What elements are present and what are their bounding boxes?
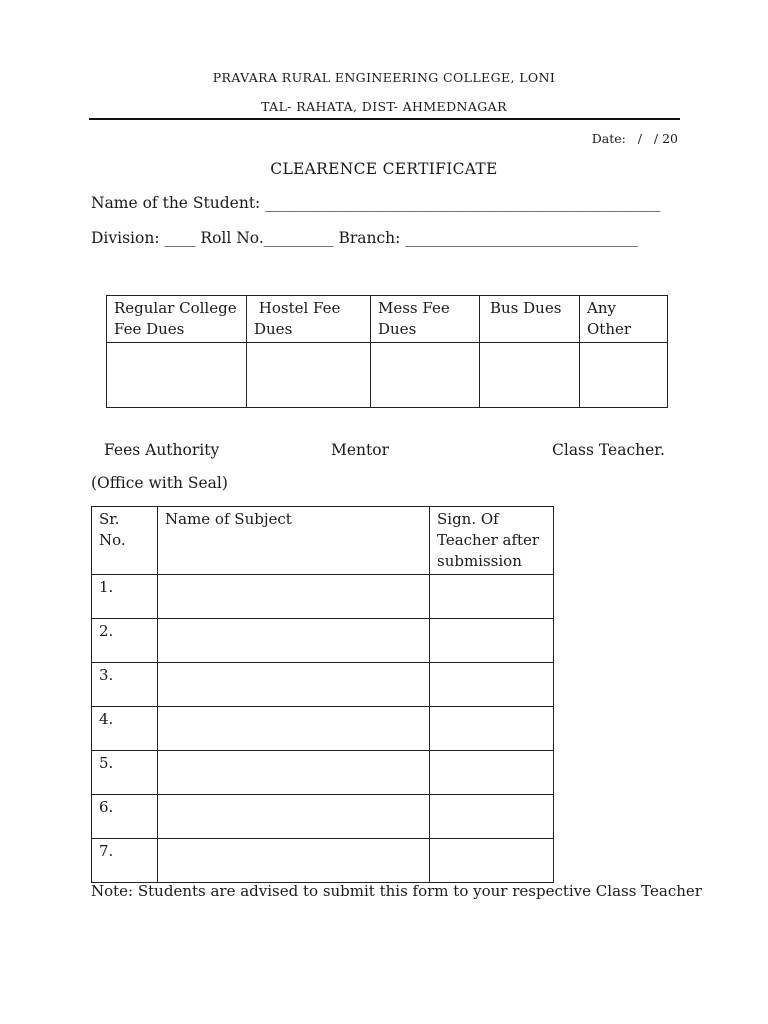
dues-header-cell: Any Other [580, 296, 668, 343]
table-row [92, 663, 554, 707]
dues-header-cell: Regular College Fee Dues [107, 296, 247, 343]
subject-name-cell[interactable] [158, 663, 430, 707]
serial-number-cell: 1. [92, 575, 158, 619]
dues-header-cell: Bus Dues [480, 296, 580, 343]
dues-entry-cell[interactable] [580, 343, 668, 408]
table-row [92, 839, 554, 883]
teacher-sign-cell[interactable] [430, 575, 554, 619]
page-title: CLEARENCE CERTIFICATE [270, 160, 498, 178]
class-teacher-label: Class Teacher. [552, 441, 665, 459]
dues-header-cell: Mess Fee Dues [371, 296, 480, 343]
college-address: TAL- RAHATA, DIST- AHMEDNAGAR [261, 99, 507, 114]
teacher-sign-cell[interactable] [430, 663, 554, 707]
subject-name-cell[interactable] [158, 619, 430, 663]
table-row [92, 795, 554, 839]
teacher-sign-cell[interactable] [430, 839, 554, 883]
fees-authority-label: Fees Authority [104, 441, 220, 459]
serial-number-cell: 4. [92, 707, 158, 751]
serial-number-cell: 6. [92, 795, 158, 839]
subject-name-cell[interactable] [158, 707, 430, 751]
dues-entry-cell[interactable] [107, 343, 247, 408]
subject-name-cell[interactable] [158, 575, 430, 619]
dues-entry-cell[interactable] [371, 343, 480, 408]
subjects-table [91, 506, 554, 883]
table-row [92, 707, 554, 751]
serial-number-cell: 2. [92, 619, 158, 663]
table-row [92, 575, 554, 619]
teacher-sign-cell[interactable] [430, 795, 554, 839]
dues-entry-cell[interactable] [247, 343, 371, 408]
subject-name-cell[interactable] [158, 751, 430, 795]
subjects-header-cell: Sign. Of Teacher after submission [430, 507, 554, 575]
dues-entry-row [107, 343, 668, 408]
header-divider [89, 118, 680, 120]
college-name: PRAVARA RURAL ENGINEERING COLLEGE, LONI [212, 70, 556, 85]
office-seal-label: (Office with Seal) [91, 474, 228, 492]
serial-number-cell: 3. [92, 663, 158, 707]
dues-table-header-row [107, 296, 668, 343]
subject-name-cell[interactable] [158, 839, 430, 883]
table-row [92, 619, 554, 663]
subjects-header-cell: Name of Subject [158, 507, 430, 575]
subjects-table-header-row [92, 507, 554, 575]
footer-note: Note: Students are advised to submit this form to your respective Class Teacher [91, 882, 702, 900]
division-roll-branch-field[interactable]: Division: ____ Roll No._________ Branch: ______________________________ [91, 229, 638, 247]
serial-number-cell: 7. [92, 839, 158, 883]
table-row [92, 751, 554, 795]
subjects-header-cell: Sr. No. [92, 507, 158, 575]
mentor-label: Mentor [331, 441, 389, 459]
dues-header-cell: Hostel Fee Dues [247, 296, 371, 343]
date-field[interactable]: Date: / / 20 [591, 131, 678, 146]
dues-entry-cell[interactable] [480, 343, 580, 408]
serial-number-cell: 5. [92, 751, 158, 795]
dues-table [106, 295, 668, 408]
subject-name-cell[interactable] [158, 795, 430, 839]
teacher-sign-cell[interactable] [430, 707, 554, 751]
student-name-field[interactable]: Name of the Student: ___________________________________________________ [91, 194, 661, 212]
teacher-sign-cell[interactable] [430, 751, 554, 795]
teacher-sign-cell[interactable] [430, 619, 554, 663]
